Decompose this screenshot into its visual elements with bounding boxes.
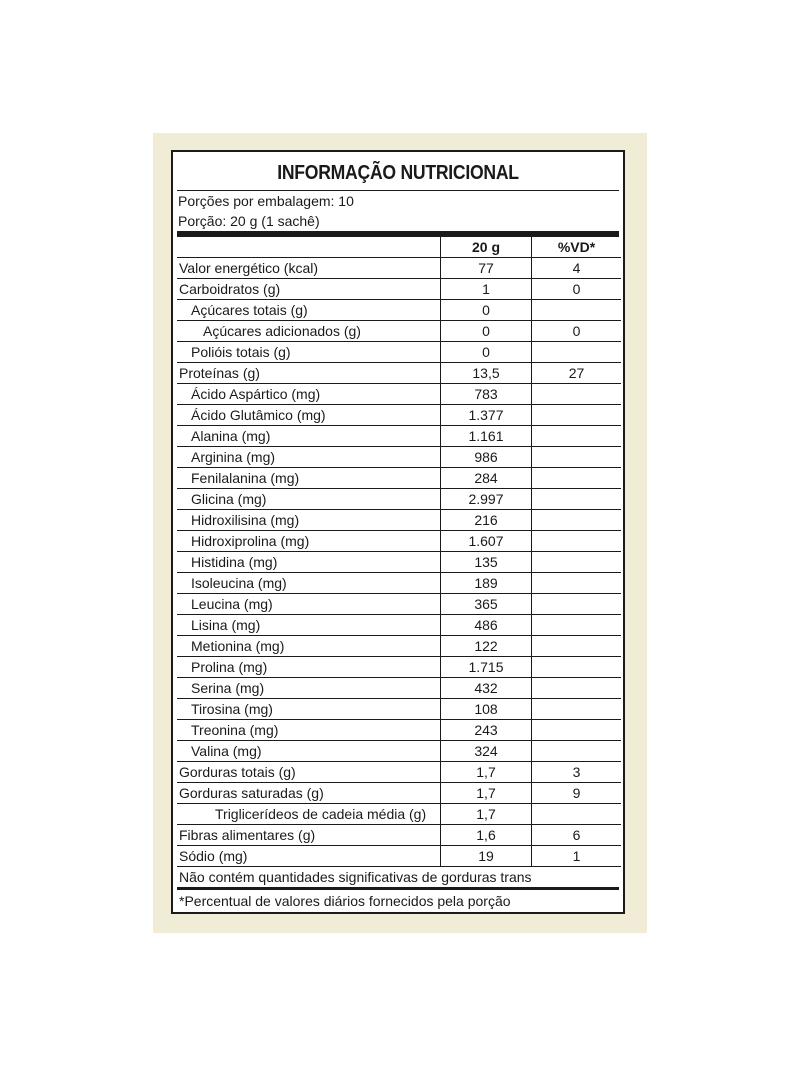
table-row bbox=[177, 657, 621, 678]
nutrient-amount: 19 bbox=[441, 846, 532, 867]
table-row bbox=[177, 846, 621, 867]
nutrient-amount: 1.715 bbox=[441, 657, 532, 678]
table-row bbox=[177, 825, 621, 846]
nutrient-amount: 77 bbox=[441, 258, 532, 279]
nutrient-amount: 1.161 bbox=[441, 426, 532, 447]
nutrient-name: Ácido Aspártico (mg) bbox=[177, 384, 441, 405]
table-row bbox=[177, 426, 621, 447]
nutrient-name: Prolina (mg) bbox=[177, 657, 441, 678]
nutrient-daily-value: 3 bbox=[532, 762, 622, 783]
nutrient-daily-value bbox=[532, 468, 622, 489]
table-row bbox=[177, 741, 621, 762]
nutrient-amount: 365 bbox=[441, 594, 532, 615]
table-row bbox=[177, 405, 621, 426]
nutrient-name: Glicina (mg) bbox=[177, 489, 441, 510]
nutrient-name: Tirosina (mg) bbox=[177, 699, 441, 720]
nutrient-name: Gorduras totais (g) bbox=[177, 762, 441, 783]
nutrient-amount: 13,5 bbox=[441, 363, 532, 384]
nutrient-amount: 284 bbox=[441, 468, 532, 489]
nutrient-amount: 216 bbox=[441, 510, 532, 531]
table-row bbox=[177, 300, 621, 321]
table-row bbox=[177, 783, 621, 804]
nutrient-daily-value bbox=[532, 489, 622, 510]
nutrient-daily-value bbox=[532, 531, 622, 552]
nutrient-amount: 432 bbox=[441, 678, 532, 699]
nutrient-amount: 1.607 bbox=[441, 531, 532, 552]
nutrient-amount: 135 bbox=[441, 552, 532, 573]
nutrient-name: Ácido Glutâmico (mg) bbox=[177, 405, 441, 426]
nutrient-name: Histidina (mg) bbox=[177, 552, 441, 573]
nutrient-amount: 324 bbox=[441, 741, 532, 762]
nutrient-daily-value bbox=[532, 594, 622, 615]
nutrient-name: Carboidratos (g) bbox=[177, 279, 441, 300]
nutrient-daily-value bbox=[532, 342, 622, 363]
nutrient-name: Lisina (mg) bbox=[177, 615, 441, 636]
nutrient-amount: 783 bbox=[441, 384, 532, 405]
nutrient-name: Serina (mg) bbox=[177, 678, 441, 699]
nutrient-name: Polióis totais (g) bbox=[177, 342, 441, 363]
nutrient-daily-value bbox=[532, 573, 622, 594]
nutrient-amount: 2.997 bbox=[441, 489, 532, 510]
nutrient-amount: 243 bbox=[441, 720, 532, 741]
trans-fat-note: Não contém quantidades significativas de gorduras trans bbox=[177, 867, 619, 890]
nutrition-facts-label bbox=[171, 150, 625, 914]
table-row bbox=[177, 321, 621, 342]
table-row bbox=[177, 279, 621, 300]
nutrient-name: Fibras alimentares (g) bbox=[177, 825, 441, 846]
table-row bbox=[177, 699, 621, 720]
nutrient-name: Leucina (mg) bbox=[177, 594, 441, 615]
table-header-row bbox=[177, 237, 621, 258]
table-row bbox=[177, 678, 621, 699]
nutrient-name: Sódio (mg) bbox=[177, 846, 441, 867]
table-row bbox=[177, 468, 621, 489]
nutrient-daily-value bbox=[532, 447, 622, 468]
nutrient-daily-value bbox=[532, 300, 622, 321]
nutrient-amount: 122 bbox=[441, 636, 532, 657]
nutrition-table bbox=[177, 237, 621, 867]
nutrient-name: Arginina (mg) bbox=[177, 447, 441, 468]
nutrition-rows bbox=[177, 258, 621, 867]
serving-size: Porção: 20 g (1 sachê) bbox=[178, 213, 320, 229]
table-row bbox=[177, 573, 621, 594]
nutrient-amount: 0 bbox=[441, 342, 532, 363]
nutrient-daily-value bbox=[532, 426, 622, 447]
nutrient-name: Triglicerídeos de cadeia média (g) bbox=[177, 804, 441, 825]
nutrient-amount: 486 bbox=[441, 615, 532, 636]
nutrient-daily-value: 4 bbox=[532, 258, 622, 279]
nutrient-daily-value: 6 bbox=[532, 825, 622, 846]
nutrient-name: Metionina (mg) bbox=[177, 636, 441, 657]
table-row bbox=[177, 384, 621, 405]
nutrient-daily-value bbox=[532, 636, 622, 657]
label-title: INFORMAÇÃO NUTRICIONAL bbox=[277, 162, 519, 184]
nutrient-name: Treonina (mg) bbox=[177, 720, 441, 741]
nutrient-amount: 1.377 bbox=[441, 405, 532, 426]
table-row bbox=[177, 489, 621, 510]
table-row bbox=[177, 447, 621, 468]
nutrient-name: Alanina (mg) bbox=[177, 426, 441, 447]
nutrient-daily-value bbox=[532, 804, 622, 825]
nutrient-amount: 986 bbox=[441, 447, 532, 468]
nutrient-amount: 1 bbox=[441, 279, 532, 300]
nutrient-name: Hidroxiprolina (mg) bbox=[177, 531, 441, 552]
nutrient-name: Valor energético (kcal) bbox=[177, 258, 441, 279]
nutrient-daily-value bbox=[532, 678, 622, 699]
nutrient-daily-value: 27 bbox=[532, 363, 622, 384]
nutrient-daily-value bbox=[532, 657, 622, 678]
nutrient-daily-value: 1 bbox=[532, 846, 622, 867]
nutrient-amount: 1,7 bbox=[441, 804, 532, 825]
table-row bbox=[177, 510, 621, 531]
header-name-cell bbox=[177, 237, 441, 258]
table-row bbox=[177, 363, 621, 384]
nutrient-amount: 0 bbox=[441, 321, 532, 342]
table-row bbox=[177, 636, 621, 657]
nutrient-amount: 1,7 bbox=[441, 783, 532, 804]
daily-value-footnote: *Percentual de valores diários fornecidos pela porção bbox=[179, 893, 511, 909]
nutrient-amount: 108 bbox=[441, 699, 532, 720]
nutrient-name: Hidroxilisina (mg) bbox=[177, 510, 441, 531]
nutrient-daily-value: 9 bbox=[532, 783, 622, 804]
nutrient-name: Valina (mg) bbox=[177, 741, 441, 762]
nutrient-daily-value: 0 bbox=[532, 279, 622, 300]
header-amount: 20 g bbox=[441, 237, 532, 258]
nutrient-name: Açúcares totais (g) bbox=[177, 300, 441, 321]
nutrient-amount: 0 bbox=[441, 300, 532, 321]
nutrient-name: Gorduras saturadas (g) bbox=[177, 783, 441, 804]
table-row bbox=[177, 531, 621, 552]
nutrient-amount: 1,7 bbox=[441, 762, 532, 783]
nutrient-amount: 1,6 bbox=[441, 825, 532, 846]
nutrient-name: Isoleucina (mg) bbox=[177, 573, 441, 594]
table-row bbox=[177, 615, 621, 636]
table-row bbox=[177, 762, 621, 783]
nutrient-daily-value bbox=[532, 510, 622, 531]
nutrient-daily-value bbox=[532, 552, 622, 573]
nutrient-daily-value bbox=[532, 741, 622, 762]
nutrient-amount: 189 bbox=[441, 573, 532, 594]
table-row bbox=[177, 552, 621, 573]
nutrient-name: Proteínas (g) bbox=[177, 363, 441, 384]
table-row bbox=[177, 804, 621, 825]
nutrient-daily-value bbox=[532, 615, 622, 636]
servings-per-package: Porções por embalagem: 10 bbox=[178, 193, 354, 209]
nutrient-daily-value bbox=[532, 699, 622, 720]
table-row bbox=[177, 594, 621, 615]
table-row bbox=[177, 258, 621, 279]
nutrient-daily-value: 0 bbox=[532, 321, 622, 342]
table-row bbox=[177, 720, 621, 741]
nutrient-daily-value bbox=[532, 384, 622, 405]
table-row bbox=[177, 342, 621, 363]
nutrient-daily-value bbox=[532, 405, 622, 426]
header-dv: %VD* bbox=[532, 237, 622, 258]
nutrient-daily-value bbox=[532, 720, 622, 741]
nutrient-name: Açúcares adicionados (g) bbox=[177, 321, 441, 342]
nutrient-name: Fenilalanina (mg) bbox=[177, 468, 441, 489]
